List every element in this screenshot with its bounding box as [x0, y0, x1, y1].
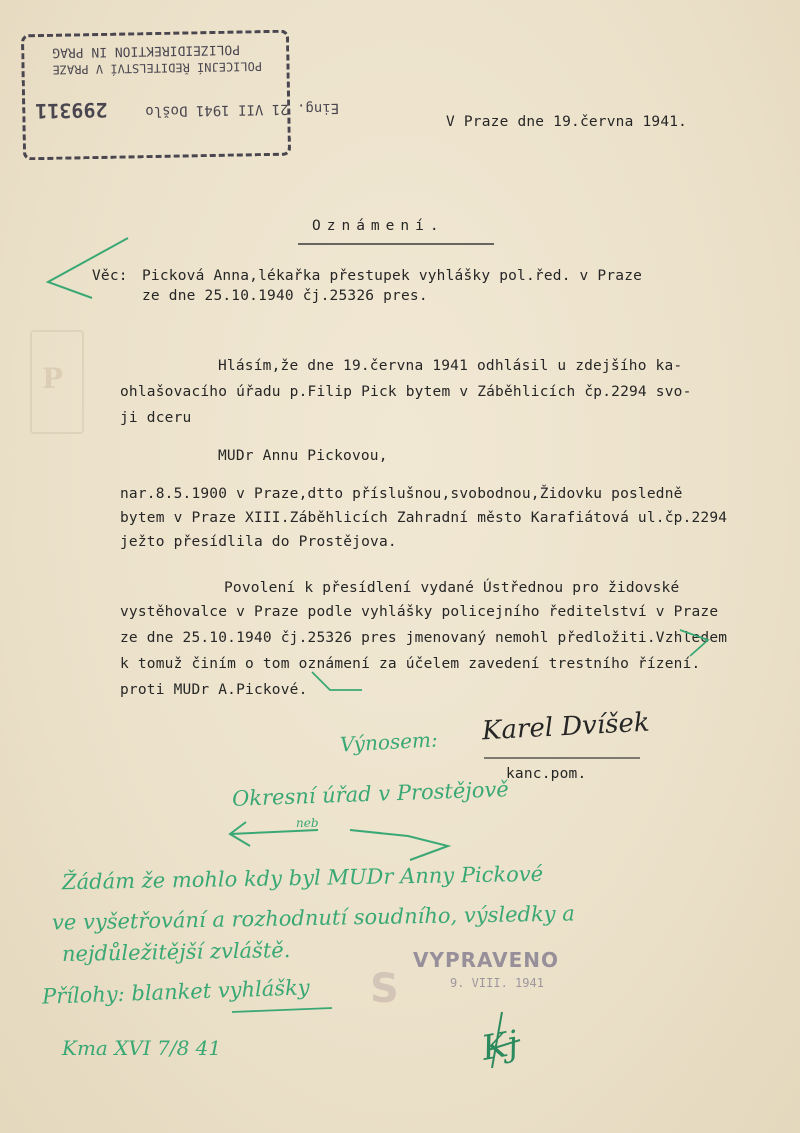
margin-arrow-icon: [48, 238, 128, 298]
subject-label: Věc:: [92, 268, 128, 284]
handwritten-line-1: Žádám že mohlo kdy byl MUDr Anny Pickové: [61, 861, 544, 895]
initials-stroke-icon: [488, 1012, 520, 1068]
handwritten-line-4: Přílohy: blanket vyhlášky: [41, 975, 311, 1009]
stamp-number: 299311: [35, 97, 108, 124]
signature: Karel Dvíšek: [481, 707, 651, 747]
body-p1-line-1: Hlásím,že dne 19.června 1941 odhlásil u zdejšího ka-: [218, 358, 683, 374]
body-p3-line-1: Povolení k přesídlení vydané Ústřednou pro židovské: [224, 580, 680, 596]
dispatch-stamp-date: 9. VIII. 1941: [450, 976, 544, 990]
body-p3-line-3: ze dne 25.10.1940 čj.25326 pres jmenovaný nemohl předložiti.Vzhledem: [120, 630, 728, 646]
handwritten-line-3: nejdůležitější zvláště.: [61, 938, 291, 966]
signature-title: kanc.pom.: [506, 766, 587, 782]
body-p1-line-3: ji dceru: [120, 410, 192, 426]
faded-letter-mark: P: [30, 330, 84, 434]
handwritten-office-sub: neb: [296, 816, 319, 830]
body-p2-line-3: ježto přesídlila do Prostějova.: [120, 534, 397, 550]
handwritten-line-2: ve vyšetřování a rozhodnutí soudního, výsledky a: [51, 901, 575, 935]
person-name: MUDr Annu Pickovou,: [218, 448, 388, 464]
right-arrow-icon: [350, 830, 448, 860]
handwritten-underline: [232, 1008, 332, 1012]
document-title: Oznámení.: [312, 218, 445, 234]
body-p2-line-2: bytem v Praze XIII.Záběhlicích Zahradní město Karafiátová ul.čp.2294: [120, 510, 728, 526]
left-arrow-icon: [230, 822, 318, 846]
body-p3-line-4: k tomuž činím o tom oznámení za účelem zavedení trestního řízení.: [120, 656, 701, 672]
stamp-date: Eing. 21 VII 1941 Došlo: [145, 99, 340, 120]
stamp-line-2: POLICEJNÍ ŘEDITELSTVÍ V PRAZE: [52, 59, 263, 77]
handwritten-vyrizeni: Výnosem:: [339, 727, 439, 757]
handwritten-initials: Kj: [478, 1023, 522, 1069]
dispatch-stamp-word: VYPRAVENO: [413, 948, 560, 972]
subject-line-1: Picková Anna,lékařka přestupek vyhlášky pol.řed. v Praze: [142, 268, 643, 284]
check-mark-icon: [312, 672, 362, 690]
body-p1-line-2: ohlašovacího úřadu p.Filip Pick bytem v Záběhlicích čp.2294 svo-: [120, 384, 692, 400]
stamp-line-1: POLIZEIDIREKTION IN PRAG: [52, 41, 241, 60]
body-p3-line-5: proti MUDr A.Pickové.: [120, 682, 308, 698]
handwritten-line-5: Kma XVI 7/8 41: [62, 1036, 222, 1060]
dispatch-stamp-letter: S: [370, 966, 399, 1012]
subject-line-2: ze dne 25.10.1940 čj.25326 pres.: [142, 288, 428, 304]
place-date: V Praze dne 19.června 1941.: [446, 114, 688, 130]
body-p2-line-1: nar.8.5.1900 v Praze,dtto příslušnou,svobodnou,Židovku posledně: [120, 486, 683, 502]
insert-mark-icon: [680, 630, 708, 656]
body-p3-line-2: vystěhovalce v Praze podle vyhlášky policejního ředitelství v Praze: [120, 604, 719, 620]
handwritten-office: Okresní úřad v Prostějově: [231, 777, 510, 811]
